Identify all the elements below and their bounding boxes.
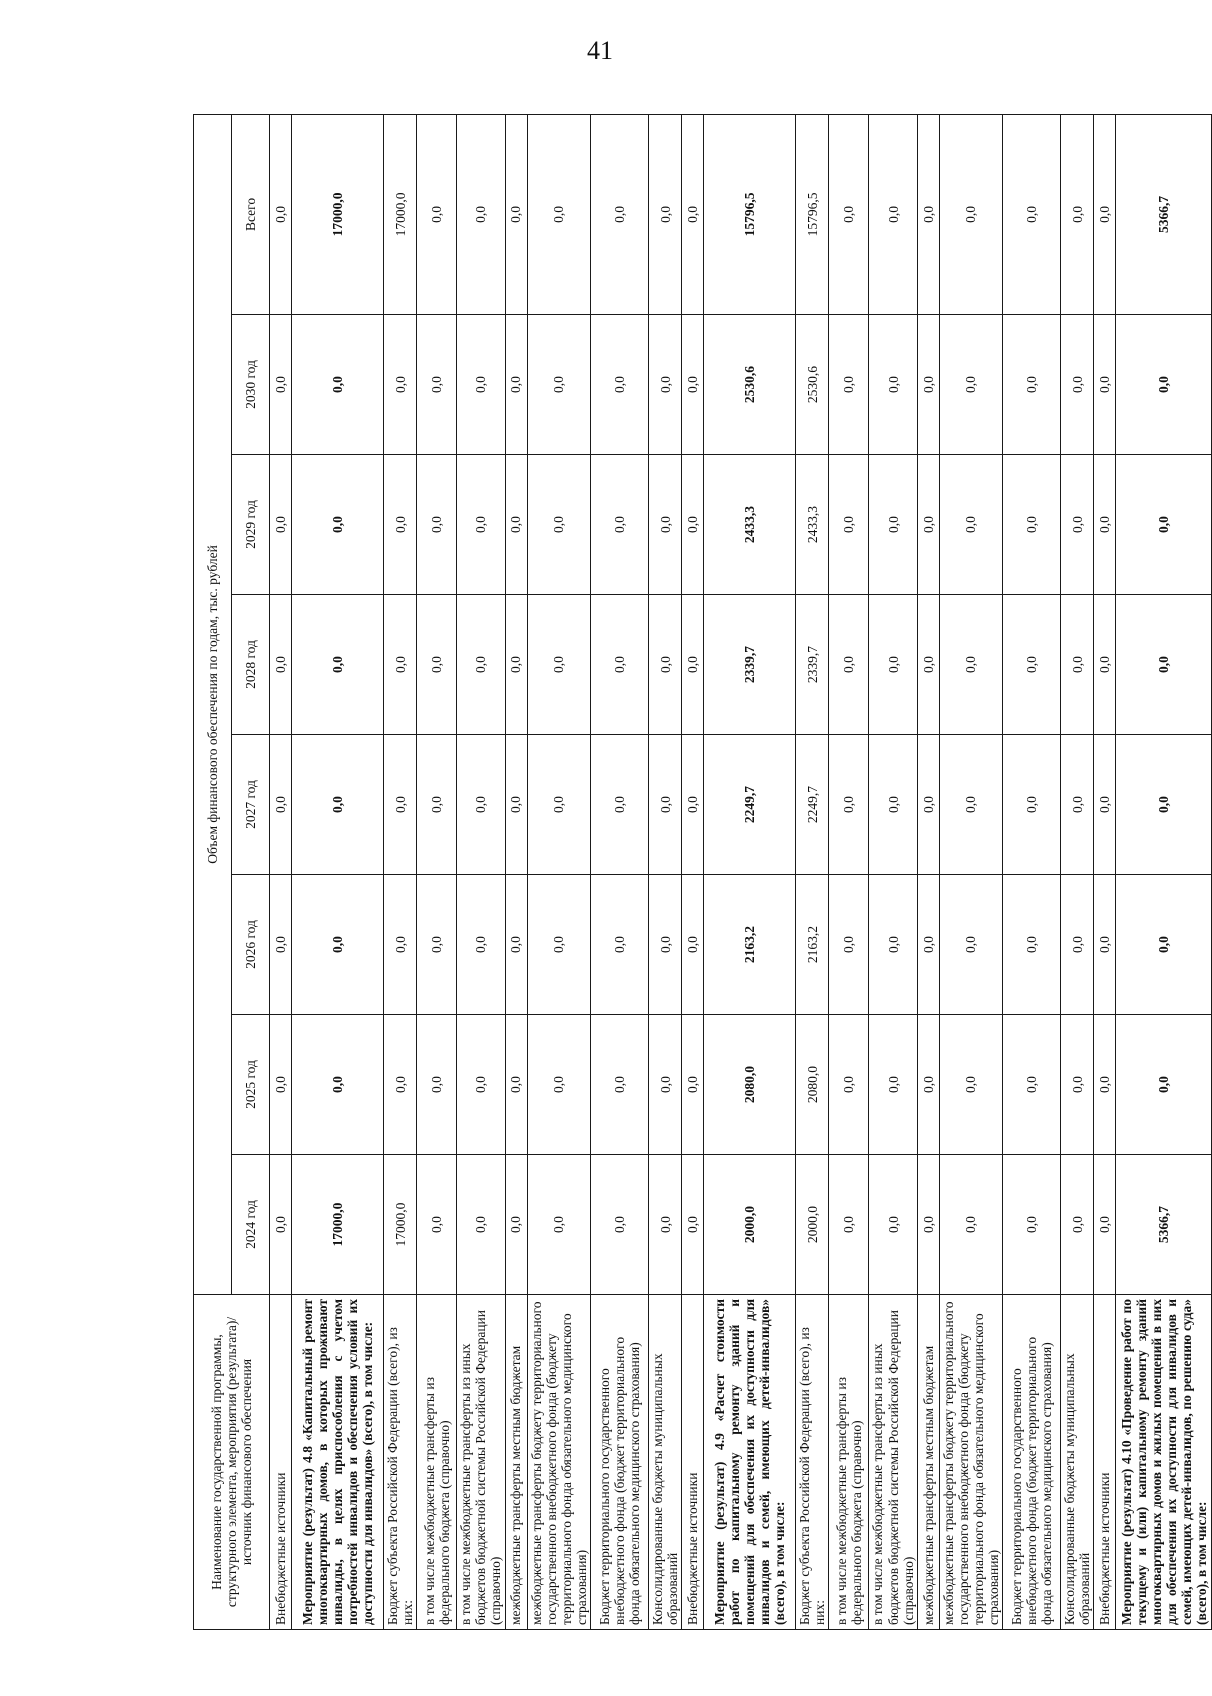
cell-value: 0,0 bbox=[527, 1155, 590, 1295]
table-header bbox=[194, 114, 270, 1629]
cell-value: 0,0 bbox=[829, 315, 869, 455]
cell-value: 0,0 bbox=[1061, 875, 1094, 1015]
table-row bbox=[527, 114, 590, 1629]
cell-value: 0,0 bbox=[829, 455, 869, 595]
cell-value: 2080,0 bbox=[704, 1015, 796, 1155]
cell-value: 0,0 bbox=[292, 875, 384, 1015]
cell-value: 0,0 bbox=[417, 735, 457, 875]
cell-value: 0,0 bbox=[682, 1015, 704, 1155]
cell-total: 0,0 bbox=[829, 114, 869, 314]
header-volume-group: Объем финансового обеспечения по годам, тыс. рублей bbox=[194, 114, 232, 1294]
cell-value: 0,0 bbox=[590, 875, 648, 1015]
table-row bbox=[292, 114, 384, 1629]
cell-total: 0,0 bbox=[270, 114, 292, 314]
cell-value: 0,0 bbox=[1003, 735, 1061, 875]
row-label: Внебюджетные источники bbox=[682, 1295, 704, 1630]
cell-value: 0,0 bbox=[505, 875, 527, 1015]
cell-value: 0,0 bbox=[869, 735, 917, 875]
table-row bbox=[1061, 114, 1094, 1629]
cell-value: 0,0 bbox=[939, 735, 1002, 875]
cell-value: 2080,0 bbox=[796, 1015, 829, 1155]
table-row bbox=[590, 114, 648, 1629]
cell-value: 0,0 bbox=[1003, 875, 1061, 1015]
cell-value: 0,0 bbox=[590, 595, 648, 735]
cell-value: 0,0 bbox=[270, 875, 292, 1015]
cell-value: 2249,7 bbox=[796, 735, 829, 875]
header-total: Всего bbox=[232, 114, 270, 314]
table-body bbox=[270, 114, 1212, 1629]
cell-value: 0,0 bbox=[648, 735, 681, 875]
cell-value: 0,0 bbox=[417, 315, 457, 455]
table-row bbox=[917, 114, 939, 1629]
table-row bbox=[939, 114, 1002, 1629]
cell-value: 0,0 bbox=[417, 455, 457, 595]
row-label: Мероприятие (результат) 4.10 «Проведение работ по текущему и (или) капитальному ремонту зданий многоквартирных домов и жилых помещений в них для обеспечения их доступности для инвалидов и семей, имеющих детей-инвалидов, по решению суда» (всего), в том числе: bbox=[1116, 1295, 1212, 1630]
cell-value: 0,0 bbox=[292, 595, 384, 735]
cell-value: 0,0 bbox=[829, 1155, 869, 1295]
cell-value: 0,0 bbox=[917, 735, 939, 875]
cell-total: 0,0 bbox=[457, 114, 505, 314]
cell-value: 0,0 bbox=[939, 1155, 1002, 1295]
cell-total: 0,0 bbox=[505, 114, 527, 314]
cell-value: 0,0 bbox=[1116, 735, 1212, 875]
cell-value: 0,0 bbox=[417, 595, 457, 735]
cell-value: 0,0 bbox=[417, 1155, 457, 1295]
cell-value: 0,0 bbox=[869, 595, 917, 735]
cell-value: 0,0 bbox=[527, 735, 590, 875]
cell-value: 0,0 bbox=[682, 455, 704, 595]
cell-value: 0,0 bbox=[939, 595, 1002, 735]
header-year-2028: 2028 год bbox=[232, 595, 270, 735]
cell-value: 0,0 bbox=[1094, 1155, 1116, 1295]
cell-value: 0,0 bbox=[829, 735, 869, 875]
cell-value: 0,0 bbox=[417, 875, 457, 1015]
cell-value: 0,0 bbox=[270, 455, 292, 595]
table-row bbox=[796, 114, 829, 1629]
row-label: Мероприятие (результат) 4.9 «Расчет стоимости работ по капитальному ремонту зданий и помещений для обеспечения их доступности для инвалидов и семей, имеющих детей-инвалидов» (всего), в том числе: bbox=[704, 1295, 796, 1630]
row-label: межбюджетные трансферты бюджету территориального государственного внебюджетного фонда (бюджету территориального фонда обязательного медицинского страхования) bbox=[527, 1295, 590, 1630]
cell-value: 0,0 bbox=[270, 1015, 292, 1155]
cell-value: 0,0 bbox=[292, 455, 384, 595]
cell-value: 0,0 bbox=[590, 1155, 648, 1295]
cell-value: 0,0 bbox=[1116, 1015, 1212, 1155]
cell-value: 0,0 bbox=[917, 1155, 939, 1295]
row-label: Бюджет территориального государственного внебюджетного фонда (бюджет территориального фонда обязательного медицинского страхования) bbox=[1003, 1295, 1061, 1630]
cell-value: 0,0 bbox=[682, 595, 704, 735]
row-label: Внебюджетные источники bbox=[270, 1295, 292, 1630]
cell-value: 0,0 bbox=[1094, 595, 1116, 735]
cell-value: 2530,6 bbox=[704, 315, 796, 455]
row-label: межбюджетные трансферты бюджету территориального государственного внебюджетного фонда (бюджету территориального фонда обязательного медицинского страхования) bbox=[939, 1295, 1002, 1630]
cell-value: 0,0 bbox=[648, 595, 681, 735]
cell-value: 0,0 bbox=[1061, 455, 1094, 595]
cell-value: 0,0 bbox=[869, 315, 917, 455]
cell-value: 0,0 bbox=[939, 1015, 1002, 1155]
row-label: Бюджет субъекта Российской Федерации (всего), из них: bbox=[384, 1295, 417, 1630]
cell-value: 0,0 bbox=[457, 455, 505, 595]
header-year-2027: 2027 год bbox=[232, 735, 270, 875]
cell-total: 0,0 bbox=[1003, 114, 1061, 314]
table-row bbox=[270, 114, 292, 1629]
cell-value: 0,0 bbox=[829, 875, 869, 1015]
cell-value: 2163,2 bbox=[796, 875, 829, 1015]
cell-value: 2433,3 bbox=[704, 455, 796, 595]
row-label: в том числе межбюджетные трансферты из иных бюджетов бюджетной системы Российской Федерации (справочно) bbox=[457, 1295, 505, 1630]
cell-value: 0,0 bbox=[457, 1015, 505, 1155]
header-year-2026: 2026 год bbox=[232, 875, 270, 1015]
cell-value: 0,0 bbox=[505, 1015, 527, 1155]
cell-value: 0,0 bbox=[1061, 1015, 1094, 1155]
row-label: Внебюджетные источники bbox=[1094, 1295, 1116, 1630]
cell-value: 2000,0 bbox=[704, 1155, 796, 1295]
table-row bbox=[384, 114, 417, 1629]
cell-value: 0,0 bbox=[457, 875, 505, 1015]
cell-value: 0,0 bbox=[682, 315, 704, 455]
header-name-column: Наименование государственной программы, структурного элемента, мероприятия (результата)/источник финансового обеспечения bbox=[194, 1295, 270, 1630]
table-row bbox=[682, 114, 704, 1629]
cell-value: 0,0 bbox=[648, 455, 681, 595]
row-label: в том числе межбюджетные трансферты из федерального бюджета (справочно) bbox=[417, 1295, 457, 1630]
cell-value: 0,0 bbox=[1094, 1015, 1116, 1155]
cell-total: 5366,7 bbox=[1116, 114, 1212, 314]
cell-value: 0,0 bbox=[505, 315, 527, 455]
row-label: Бюджет субъекта Российской Федерации (всего), из них: bbox=[796, 1295, 829, 1630]
cell-total: 0,0 bbox=[869, 114, 917, 314]
cell-value: 0,0 bbox=[1003, 315, 1061, 455]
cell-total: 0,0 bbox=[648, 114, 681, 314]
cell-value: 0,0 bbox=[527, 875, 590, 1015]
cell-value: 0,0 bbox=[590, 315, 648, 455]
cell-value: 0,0 bbox=[939, 315, 1002, 455]
cell-total: 17000,0 bbox=[384, 114, 417, 314]
row-label: Консолидированные бюджеты муниципальных образований bbox=[1061, 1295, 1094, 1630]
row-label: Мероприятие (результат) 4.8 «Капитальный ремонт многоквартирных домов, в которых проживают инвалиды, в целях приспособления с учетом потребностей инвалидов и обеспечения условий их доступности для инвалидов» (всего), в том числе: bbox=[292, 1295, 384, 1630]
cell-value: 0,0 bbox=[527, 1015, 590, 1155]
page-number: 41 bbox=[587, 36, 613, 65]
cell-value: 2163,2 bbox=[704, 875, 796, 1015]
cell-total: 17000,0 bbox=[292, 114, 384, 314]
cell-value: 17000,0 bbox=[292, 1155, 384, 1295]
cell-value: 0,0 bbox=[917, 455, 939, 595]
cell-value: 0,0 bbox=[270, 1155, 292, 1295]
cell-value: 0,0 bbox=[292, 315, 384, 455]
rotated-table-container bbox=[193, 115, 1210, 1630]
cell-value: 0,0 bbox=[457, 595, 505, 735]
cell-value: 0,0 bbox=[939, 455, 1002, 595]
cell-value: 0,0 bbox=[384, 735, 417, 875]
cell-value: 0,0 bbox=[829, 1015, 869, 1155]
cell-total: 15796,5 bbox=[796, 114, 829, 314]
cell-value: 0,0 bbox=[1116, 315, 1212, 455]
cell-value: 0,0 bbox=[590, 1015, 648, 1155]
table-row bbox=[704, 114, 796, 1629]
cell-value: 0,0 bbox=[505, 735, 527, 875]
cell-value: 0,0 bbox=[292, 1015, 384, 1155]
cell-value: 0,0 bbox=[1094, 735, 1116, 875]
table-row bbox=[829, 114, 869, 1629]
cell-value: 0,0 bbox=[292, 735, 384, 875]
cell-value: 5366,7 bbox=[1116, 1155, 1212, 1295]
cell-total: 0,0 bbox=[939, 114, 1002, 314]
cell-value: 0,0 bbox=[527, 455, 590, 595]
row-label: межбюджетные трансферты местным бюджетам bbox=[917, 1295, 939, 1630]
cell-value: 0,0 bbox=[417, 1015, 457, 1155]
cell-value: 0,0 bbox=[869, 1155, 917, 1295]
cell-value: 0,0 bbox=[270, 315, 292, 455]
cell-value: 0,0 bbox=[1061, 735, 1094, 875]
cell-value: 2339,7 bbox=[796, 595, 829, 735]
cell-value: 0,0 bbox=[270, 595, 292, 735]
table-row bbox=[1116, 114, 1212, 1629]
cell-value: 0,0 bbox=[917, 875, 939, 1015]
cell-value: 0,0 bbox=[648, 1155, 681, 1295]
cell-value: 0,0 bbox=[1116, 875, 1212, 1015]
cell-value: 0,0 bbox=[384, 595, 417, 735]
table-row bbox=[869, 114, 917, 1629]
cell-total: 0,0 bbox=[590, 114, 648, 314]
cell-value: 0,0 bbox=[457, 735, 505, 875]
financing-table bbox=[193, 114, 1212, 1630]
cell-value: 0,0 bbox=[270, 735, 292, 875]
cell-value: 0,0 bbox=[505, 455, 527, 595]
cell-value: 0,0 bbox=[917, 1015, 939, 1155]
cell-value: 2433,3 bbox=[796, 455, 829, 595]
cell-value: 2249,7 bbox=[704, 735, 796, 875]
header-year-2030: 2030 год bbox=[232, 315, 270, 455]
row-label: Консолидированные бюджеты муниципальных образований bbox=[648, 1295, 681, 1630]
cell-value: 0,0 bbox=[527, 595, 590, 735]
cell-value: 2000,0 bbox=[796, 1155, 829, 1295]
cell-value: 0,0 bbox=[869, 1015, 917, 1155]
cell-value: 0,0 bbox=[1094, 315, 1116, 455]
cell-value: 0,0 bbox=[505, 595, 527, 735]
cell-value: 0,0 bbox=[1061, 595, 1094, 735]
cell-value: 0,0 bbox=[1003, 1155, 1061, 1295]
cell-value: 0,0 bbox=[1061, 315, 1094, 455]
cell-value: 0,0 bbox=[457, 1155, 505, 1295]
cell-value: 0,0 bbox=[1061, 1155, 1094, 1295]
cell-value: 0,0 bbox=[527, 315, 590, 455]
cell-value: 0,0 bbox=[384, 315, 417, 455]
cell-value: 0,0 bbox=[917, 315, 939, 455]
cell-value: 0,0 bbox=[384, 455, 417, 595]
cell-value: 2339,7 bbox=[704, 595, 796, 735]
cell-value: 0,0 bbox=[384, 1015, 417, 1155]
header-year-2024: 2024 год bbox=[232, 1155, 270, 1295]
cell-value: 0,0 bbox=[1003, 1015, 1061, 1155]
cell-value: 0,0 bbox=[1116, 595, 1212, 735]
cell-value: 0,0 bbox=[1116, 455, 1212, 595]
header-year-2025: 2025 год bbox=[232, 1015, 270, 1155]
header-year-2029: 2029 год bbox=[232, 455, 270, 595]
cell-total: 0,0 bbox=[682, 114, 704, 314]
table-row bbox=[1003, 114, 1061, 1629]
cell-value: 0,0 bbox=[1003, 455, 1061, 595]
cell-value: 0,0 bbox=[682, 735, 704, 875]
row-label: Бюджет территориального государственного внебюджетного фонда (бюджет территориального фонда обязательного медицинского страхования) bbox=[590, 1295, 648, 1630]
row-label: в том числе межбюджетные трансферты из федерального бюджета (справочно) bbox=[829, 1295, 869, 1630]
row-label: в том числе межбюджетные трансферты из иных бюджетов бюджетной системы Российской Федерации (справочно) bbox=[869, 1295, 917, 1630]
table-row bbox=[648, 114, 681, 1629]
cell-value: 0,0 bbox=[648, 315, 681, 455]
cell-total: 0,0 bbox=[417, 114, 457, 314]
cell-value: 0,0 bbox=[829, 595, 869, 735]
row-label: межбюджетные трансферты местным бюджетам bbox=[505, 1295, 527, 1630]
cell-value: 0,0 bbox=[384, 875, 417, 1015]
table-row bbox=[457, 114, 505, 1629]
cell-value: 0,0 bbox=[590, 455, 648, 595]
cell-value: 0,0 bbox=[1094, 455, 1116, 595]
cell-value: 0,0 bbox=[869, 875, 917, 1015]
table-row bbox=[505, 114, 527, 1629]
cell-value: 2530,6 bbox=[796, 315, 829, 455]
cell-value: 17000,0 bbox=[384, 1155, 417, 1295]
cell-value: 0,0 bbox=[648, 1015, 681, 1155]
cell-value: 0,0 bbox=[590, 735, 648, 875]
table-row bbox=[417, 114, 457, 1629]
cell-value: 0,0 bbox=[457, 315, 505, 455]
table-row bbox=[1094, 114, 1116, 1629]
cell-value: 0,0 bbox=[648, 875, 681, 1015]
cell-value: 0,0 bbox=[682, 875, 704, 1015]
cell-value: 0,0 bbox=[917, 595, 939, 735]
cell-total: 15796,5 bbox=[704, 114, 796, 314]
cell-total: 0,0 bbox=[917, 114, 939, 314]
cell-total: 0,0 bbox=[1061, 114, 1094, 314]
cell-total: 0,0 bbox=[527, 114, 590, 314]
cell-value: 0,0 bbox=[1003, 595, 1061, 735]
cell-value: 0,0 bbox=[939, 875, 1002, 1015]
cell-value: 0,0 bbox=[869, 455, 917, 595]
cell-value: 0,0 bbox=[682, 1155, 704, 1295]
cell-value: 0,0 bbox=[505, 1155, 527, 1295]
cell-value: 0,0 bbox=[1094, 875, 1116, 1015]
cell-total: 0,0 bbox=[1094, 114, 1116, 314]
